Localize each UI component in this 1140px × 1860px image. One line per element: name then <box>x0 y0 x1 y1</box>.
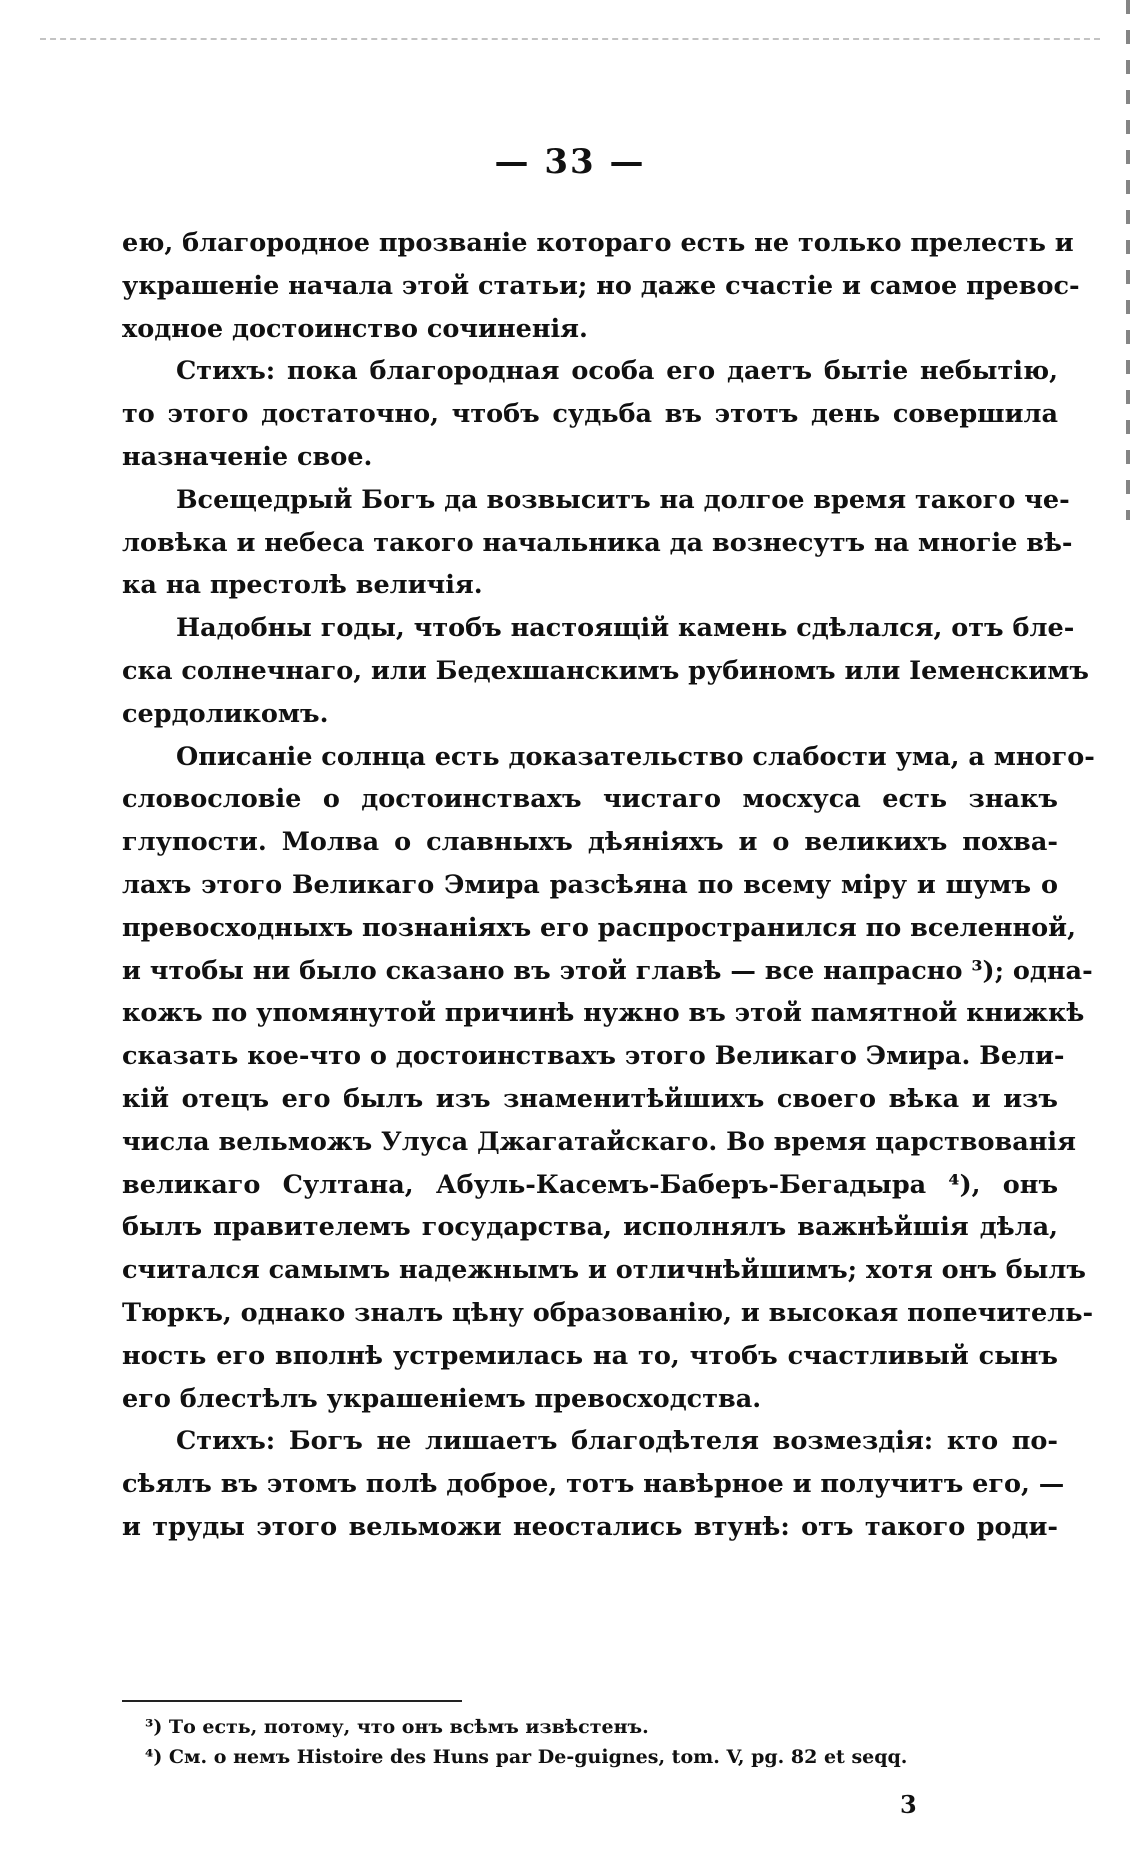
text-line: то этого достаточно, чтобъ судьба въ этотъ день совершила <box>122 399 1058 430</box>
footnotes <box>145 1712 1045 1772</box>
text-line: ка на престолѣ величія. <box>122 570 483 601</box>
scan-edge-mark <box>1126 0 1130 520</box>
text-line: словословіе о достоинствахъ чистаго мосхуса есть знакъ <box>122 784 1058 815</box>
text-line: былъ правителемъ государства, исполнялъ важнѣйшія дѣла, <box>122 1212 1058 1243</box>
text-line: великаго Султана, Абуль-Касемъ-Баберъ-Бегадыра ⁴), онъ <box>122 1169 1058 1200</box>
text-line: ею, благородное прозваніе котораго есть не только прелесть и <box>122 228 1074 258</box>
text-line: Надобны годы, чтобъ настоящій камень сдѣлался, отъ бле- <box>176 613 1075 644</box>
text-line: украшеніе начала этой статьи; но даже счастіе и самое превос- <box>122 270 1080 301</box>
page-body <box>122 222 1095 1549</box>
text-line: кій отецъ его былъ изъ знаменитѣйшихъ своего вѣка и изъ <box>122 1083 1058 1114</box>
text-line: кожъ по упомянутой причинѣ нужно въ этой памятной книжкѣ <box>122 998 1085 1029</box>
text-line: назначеніе свое. <box>122 441 373 472</box>
text-line: и труды этого вельможи неостались втунѣ: отъ такого роди- <box>122 1511 1058 1542</box>
text-line: сѣялъ въ этомъ полѣ доброе, тотъ навѣрное и получитъ его, — <box>122 1469 1065 1500</box>
text-line: числа вельможъ Улуса Джагатайскаго. Во время царствованія <box>122 1126 1076 1157</box>
text-line: превосходныхъ познаніяхъ его распространился по вселенной, <box>122 912 1076 943</box>
text-line: ность его вполнѣ устремилась на то, чтобъ счастливый сынъ <box>122 1340 1058 1371</box>
text-line: Стихъ: Богъ не лишаетъ благодѣтеля возмездія: кто по- <box>176 1426 1058 1457</box>
text-line: ходное достоинство сочиненія. <box>122 313 588 344</box>
text-line: ловѣка и небеса такого начальника да вознесутъ на многіе вѣ- <box>122 527 1073 558</box>
text-line: ска солнечнаго, или Бедехшанскимъ рубиномъ или Іеменскимъ <box>122 655 1089 686</box>
signature-mark: 3 <box>900 1790 917 1819</box>
footnote-4: ⁴) См. о немъ Histoire des Huns par De-guignes, tom. V, pg. 82 et seqq. <box>145 1746 908 1768</box>
text-line: считался самымъ надежнымъ и отличнѣйшимъ; хотя онъ былъ <box>122 1255 1086 1286</box>
text-line: глупости. Молва о славныхъ дѣяніяхъ и о великихъ похва- <box>122 827 1058 858</box>
text-line: сказать кое-что о достоинствахъ этого Великаго Эмира. Вели- <box>122 1041 1065 1072</box>
text-line: лахъ этого Великаго Эмира разсѣяна по всему міру и шумъ о <box>122 869 1058 900</box>
text-line: его блестѣлъ украшеніемъ превосходства. <box>122 1383 762 1414</box>
text-line: Тюркъ, однако зналъ цѣну образованію, и высокая попечитель- <box>122 1297 1094 1328</box>
footnote-rule <box>122 1700 462 1702</box>
text-line: сердоликомъ. <box>122 698 329 729</box>
text-line: Описаніе солнца есть доказательство слабости ума, а много- <box>176 741 1095 772</box>
text-line: и чтобы ни было сказано въ этой главѣ — все напрасно ³); однa- <box>122 955 1093 986</box>
page-number: — 33 — <box>494 142 646 182</box>
text-line: Стихъ: пока благородная особа его даетъ бытіе небытію, <box>176 356 1058 387</box>
scan-noise <box>40 38 1100 52</box>
footnote-3: ³) То есть, потому, что онъ всѣмъ извѣстенъ. <box>145 1716 649 1738</box>
text-line: Всещедрый Богъ да возвыситъ на долгое время такого че- <box>176 484 1070 515</box>
